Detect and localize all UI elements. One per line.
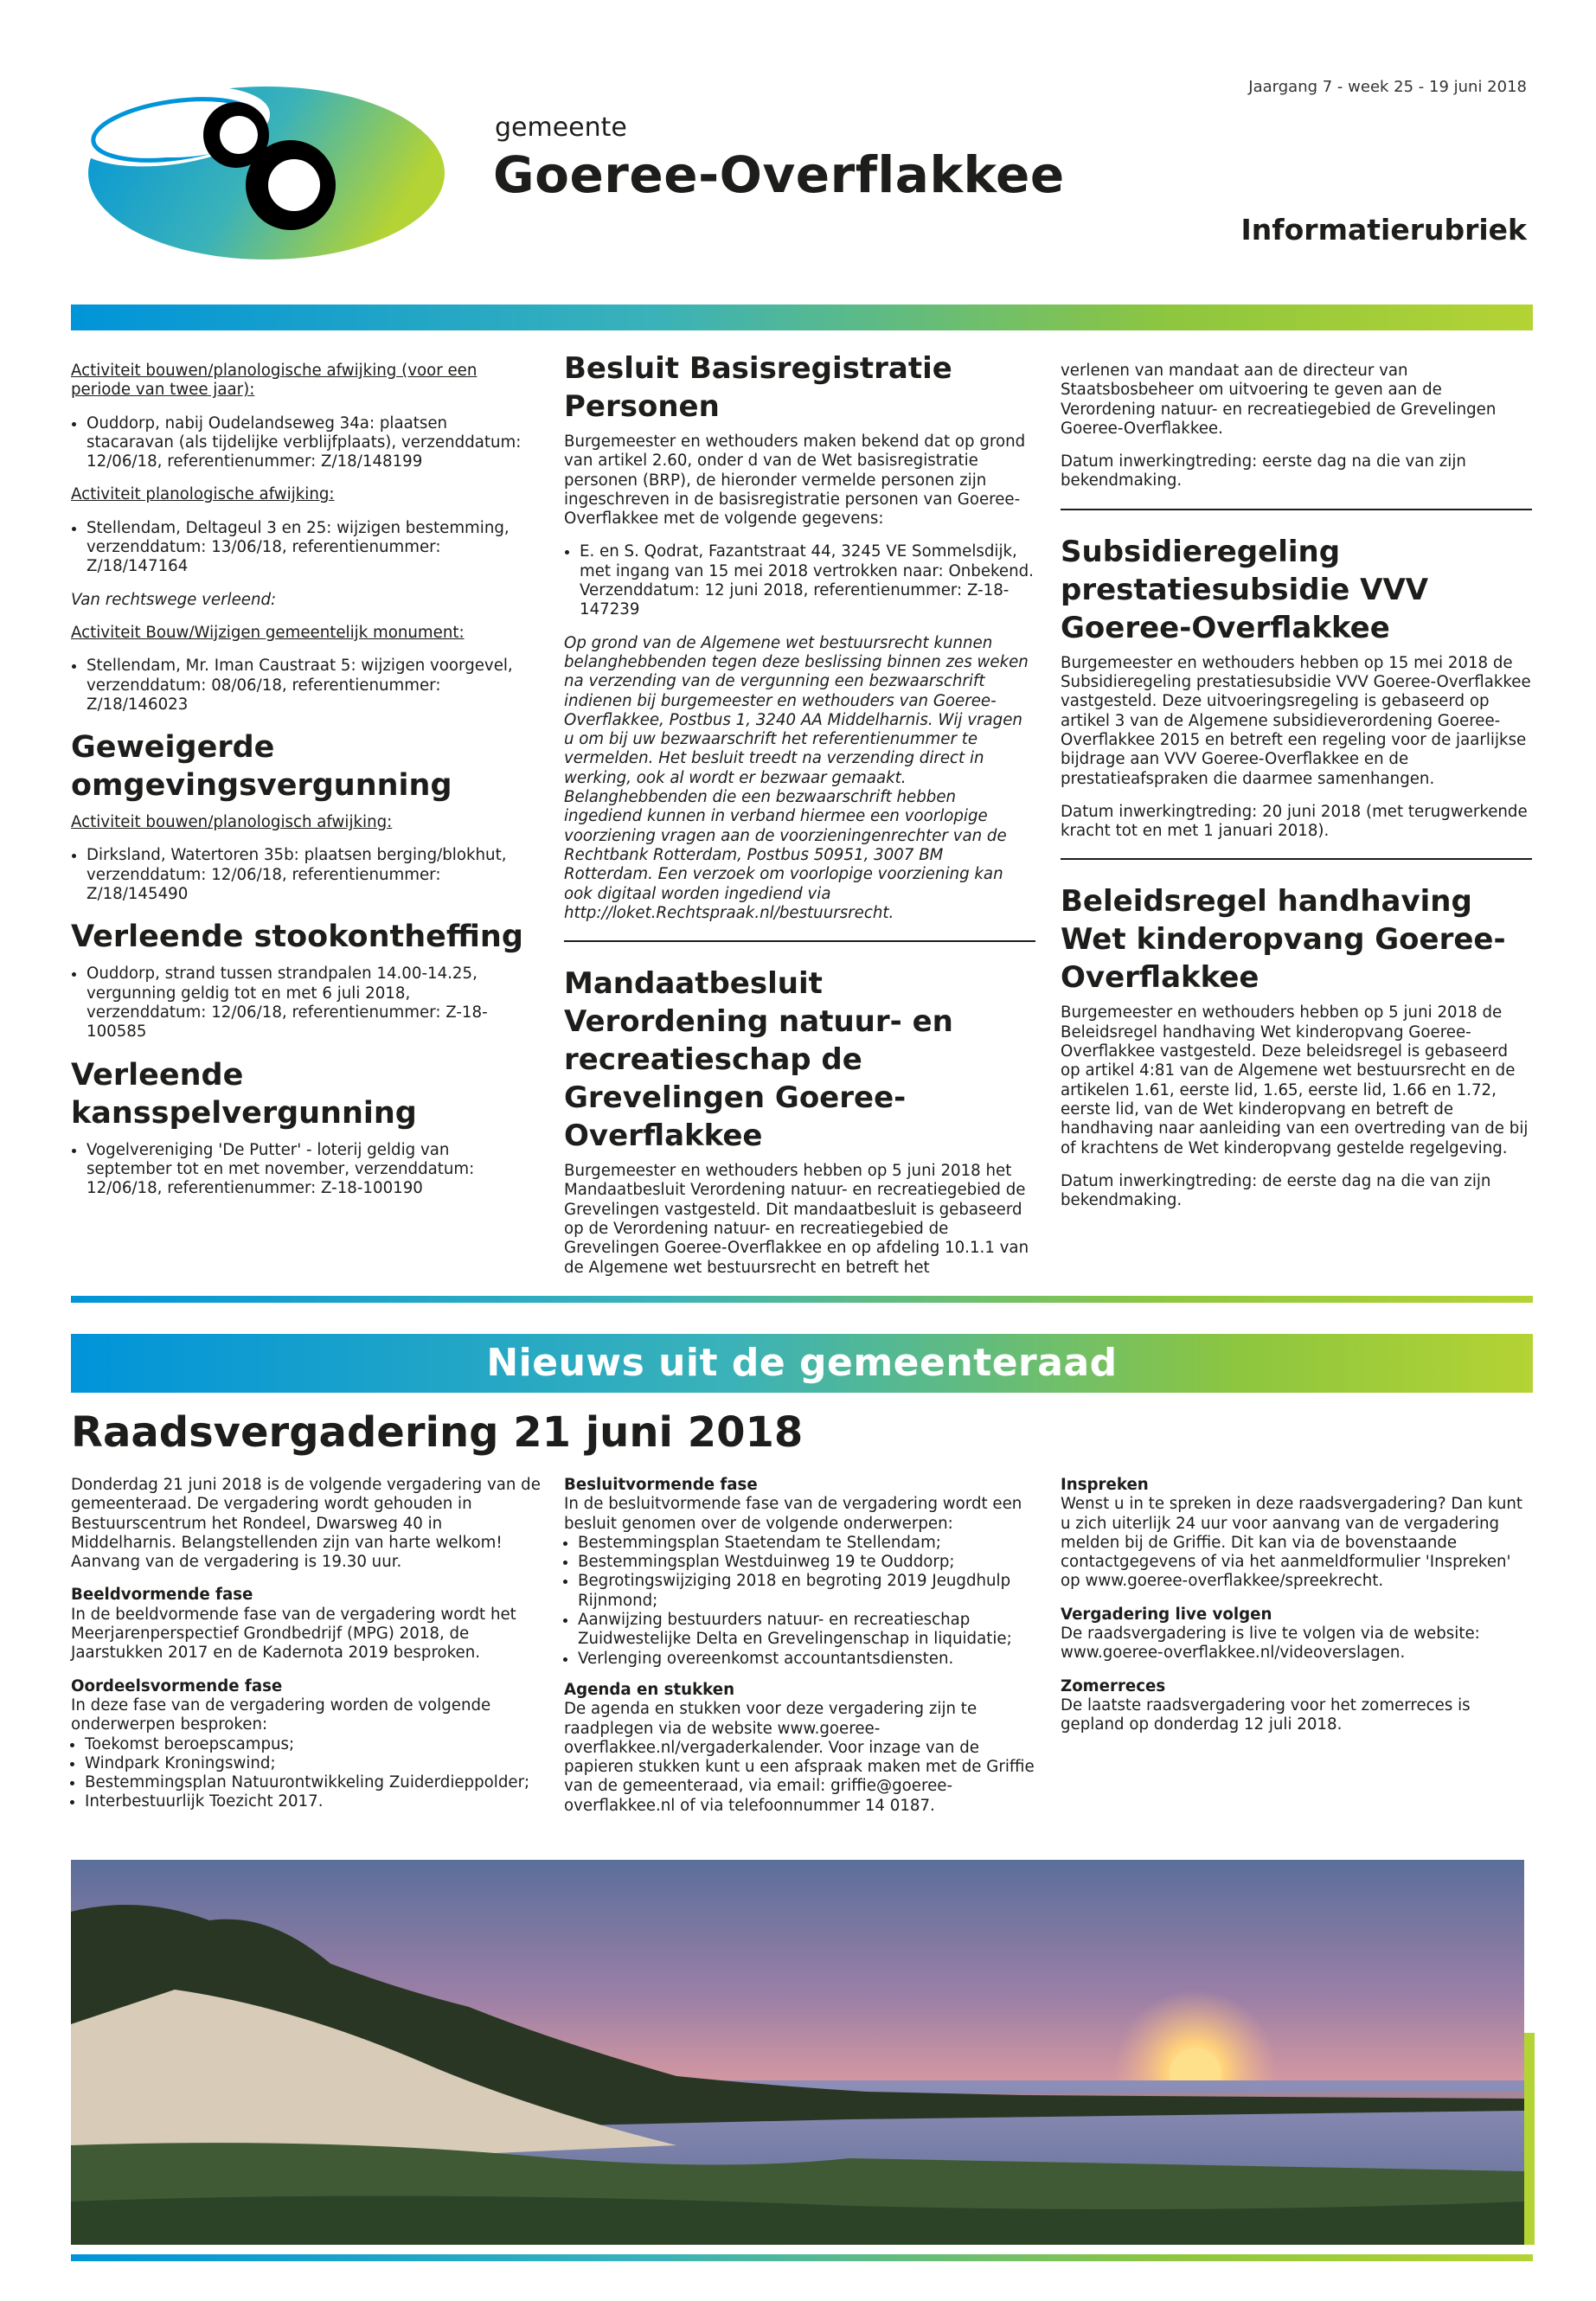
- subheading: Agenda en stukken: [564, 1680, 735, 1699]
- brand-prefix: gemeente: [495, 112, 627, 143]
- paragraph: Burgemeester en wethouders hebben op 5 juni 2018 het Mandaatbesluit Verordening natuur- en recreatiegebied de Grevelingen vastgesteld. Dit mandaatbesluit is gebaseerd op de Verordening natuur- en recreatiegebied de Grevelingen Goeree-Overflakkee en op afdeling 10.1.1 van de Algemene wet bestuursrecht en betreft het: [564, 1162, 1029, 1277]
- paragraph: Burgemeester en wethouders maken bekend dat op grond van artikel 2.60, onder d van de Wet basisregistratie personen (BRP), de hieronder vermelde personen zijn ingeschreven in de basisregistratie personen van Goeree-Overflakkee met de volgende gegevens:: [564, 433, 1026, 529]
- column-3: [1061, 362, 1532, 1224]
- news-column-2: [564, 1476, 1035, 1830]
- column-2: [564, 349, 1035, 1292]
- list-item: • Begrotingswijziging 2018 en begroting 2019 Jeugdhulp Rijnmond;: [578, 1572, 1035, 1611]
- paragraph: In de besluitvormende fase van de vergadering wordt een besluit genomen over de volgende onderwerpen:: [564, 1495, 1022, 1533]
- photo-accent: [1524, 2033, 1535, 2245]
- list-item: • Verlenging overeenkomst accountantsdiensten.: [578, 1650, 1035, 1669]
- news-banner: Nieuws uit de gemeenteraad: [71, 1334, 1533, 1393]
- brand-name: Goeree-Overflakkee: [493, 145, 1065, 204]
- subheading: Oordeelsvormende fase: [71, 1676, 283, 1695]
- paragraph: De laatste raadsvergadering voor het zomerreces is gepland op donderdag 12 juli 2018.: [1061, 1695, 1471, 1734]
- heading-geweigerd: Geweigerde omgevingsvergunning: [71, 730, 452, 804]
- note: Van rechtswege verleend:: [71, 590, 277, 609]
- list-item: • Ouddorp, nabij Oudelandseweg 34a: plaatsen stacaravan (als tijdelijke verblijfplaats), verzenddatum: 12/06/18, referentienummer: Z/18/148199: [87, 414, 529, 472]
- heading-besluit-brp: Besluit Basisregistratie Personen: [564, 351, 952, 424]
- news-column-1: [71, 1476, 542, 1824]
- list-item: • Stellendam, Deltageul 3 en 25: wijzigen bestemming, verzenddatum: 13/06/18, referentienummer: Z/18/147164: [87, 519, 529, 577]
- paragraph: In de beeldvormende fase van de vergadering wordt het Meerjarenperspectief Grondbedrijf (MPG) 2018, de Jaarstukken 2017 en de Kadernota 2019 besproken.: [71, 1605, 516, 1663]
- date-effective: Datum inwerkingtreding: eerste dag na die van zijn bekendmaking.: [1061, 452, 1466, 490]
- paragraph: In deze fase van de vergadering worden de volgende onderwerpen besproken:: [71, 1695, 491, 1734]
- heading-mandaatbesluit: Mandaatbesluit Verordening natuur- en recreatieschap de Grevelingen Goeree-Overflakkee: [564, 966, 953, 1154]
- list-item: • Windpark Kroningswind;: [85, 1754, 542, 1773]
- list-item: • Toekomst beroepscampus;: [85, 1735, 542, 1754]
- list-item: • Stellendam, Mr. Iman Caustraat 5: wijzigen voorgevel, verzenddatum: 08/06/18, referentienummer: Z/18/146023: [87, 657, 529, 715]
- date-effective: Datum inwerkingtreding: de eerste dag na die van zijn bekendmaking.: [1061, 1171, 1491, 1210]
- news-column-3: [1061, 1476, 1532, 1749]
- section-divider-bar: [71, 1296, 1533, 1303]
- subheading: Vergadering live volgen: [1061, 1605, 1272, 1624]
- activity-label: Activiteit bouwen/planologische afwijking (voor een periode van twee jaar):: [71, 362, 478, 400]
- section-title: Informatierubriek: [1240, 213, 1527, 247]
- header-divider: [71, 304, 1533, 330]
- activity-label: Activiteit planologische afwijking:: [71, 485, 335, 504]
- list-item: • Bestemmingsplan Staetendam te Stellendam;: [578, 1534, 1035, 1553]
- gemeente-logo: [67, 76, 448, 266]
- section-divider: [564, 940, 1035, 942]
- footer-divider: [71, 2254, 1533, 2261]
- legal-notice: Op grond van de Algemene wet bestuursrecht kunnen belanghebbenden tegen deze beslissing binnen zes weken na verzending van de vergunning een bezwaarschrift indienen bij burgemeester en wethouders van Goeree-Overflakkee, Postbus 1, 3240 AA Middelharnis. Wij vragen u om bij uw bezwaarschrift het referentienummer te vermelden. Het besluit treedt na verzending direct in werking, ook al wordt er bezwaar gemaakt. Belanghebbenden die een bezwaarschrift hebben ingediend kunnen in verband hiermee een voorlopige voorziening vragen aan de voorzieningenrechter van de Rechtbank Rotterdam, Postbus 50951, 3007 BM Rotterdam. Een verzoek om voorlopige voorziening kan ook digitaal worden ingediend via http://loket.Rechtspraak.nl/bestuursrecht.: [564, 633, 1029, 922]
- heading-kansspel: Verleende kansspelvergunning: [71, 1057, 417, 1131]
- heading-beleidsregel: Beleidsregel handhaving Wet kinderopvang Goeree-Overflakkee: [1061, 884, 1506, 996]
- paragraph: De agenda en stukken voor deze vergadering zijn te raadplegen via de website www.goeree-overflakkee.nl/vergaderkalender. Voor inzage van de papieren stukken kunt u een afspraak maken met de Griffie van de gemeenteraad, via email: griffie@goeree-overflakkee.nl of via telefoonnummer 14 0187.: [564, 1700, 1035, 1815]
- list-item: • Bestemmingsplan Westduinweg 19 te Ouddorp;: [578, 1553, 1035, 1572]
- column-1: [71, 362, 529, 1212]
- subheading: Besluitvormende fase: [564, 1476, 758, 1494]
- heading-stookontheffing: Verleende stookontheffing: [71, 920, 523, 955]
- list-item: • Vogelvereniging 'De Putter' - loterij geldig van september tot en met november, verzenddatum: 12/06/18, referentienummer: Z-18-100190: [87, 1141, 529, 1199]
- list-item: • Interbestuurlijk Toezicht 2017.: [85, 1792, 542, 1811]
- activity-label: Activiteit bouwen/planologisch afwijking:: [71, 813, 393, 832]
- issue-info: Jaargang 7 - week 25 - 19 juni 2018: [1248, 78, 1527, 96]
- section-divider: [1061, 858, 1532, 860]
- date-effective: Datum inwerkingtreding: 20 juni 2018 (met terugwerkende kracht tot en met 1 januari 2018).: [1061, 802, 1528, 841]
- paragraph: Wenst u in te spreken in deze raadsvergadering? Dan kunt u zich uiterlijk 24 uur voor aanvang van de vergadering melden bij de Griffie. Dit kan via de bovenstaande contactgegevens of via het aanmeldformulier 'Inspreken' op www.goeree-overflakkee/spreekrecht.: [1061, 1495, 1523, 1591]
- subheading: Beeldvormende fase: [71, 1586, 253, 1605]
- news-title: Raadsvergadering 21 juni 2018: [71, 1408, 804, 1457]
- section-divider: [1061, 509, 1532, 510]
- paragraph: Burgemeester en wethouders hebben op 5 juni 2018 de Beleidsregel handhaving Wet kinderopvang Goeree-Overflakkee vastgesteld. Deze beleidsregel is gebaseerd op artikel 4:81 van de Algemene wet bestuursrecht en de artikelen 1.61, eerste lid, 1.65, eerste lid, 1.66 en 1.72, eerste lid, van de Wet kinderopvang en betreft de handhaving naar aanleiding van een overtreding van de bij of krachtens de Wet kinderopvang gestelde regelgeving.: [1061, 1003, 1529, 1157]
- activity-label: Activiteit Bouw/Wijzigen gemeentelijk monument:: [71, 623, 465, 642]
- heading-subsidieregeling: Subsidieregeling prestatiesubsidie VVV Goeree-Overflakkee: [1061, 534, 1429, 645]
- paragraph: Burgemeester en wethouders hebben op 15 mei 2018 de Subsidieregeling prestatiesubsidie VVV Goeree-Overflakkee vastgesteld. Deze uitvoeringsregeling is gebaseerd op artikel 3 van de Algemene subsidieverordening Goeree-Overflakkee 2015 en betreft een regeling voor de jaarlijkse bijdrage aan VVV Goeree-Overflakkee en de prestatieafspraken die daarmee samenhangen.: [1061, 653, 1531, 788]
- list-item: • Ouddorp, strand tussen strandpalen 14.00-14.25, vergunning geldig tot en met 6 juli 2018, verzenddatum: 12/06/18, referentienummer: Z-18-100585: [87, 965, 529, 1042]
- list-item: • Bestemmingsplan Natuurontwikkeling Zuiderdieppolder;: [85, 1773, 542, 1792]
- paragraph: Donderdag 21 juni 2018 is de volgende vergadering van de gemeenteraad. De vergadering wordt gehouden in Bestuurscentrum het Rondeel, Dwarsweg 40 in Middelharnis. Belangstellenden zijn van harte welkom! Aanvang van de vergadering is 19.30 uur.: [71, 1476, 541, 1572]
- list-item: • Aanwijzing bestuurders natuur- en recreatieschap Zuidwestelijke Delta en Grevelingenschap in liquidatie;: [578, 1611, 1035, 1650]
- subheading: Inspreken: [1061, 1476, 1149, 1494]
- paragraph: De raadsvergadering is live te volgen via de website: www.goeree-overflakkee.nl/videoverslagen.: [1061, 1625, 1480, 1663]
- list-item: • Dirksland, Watertoren 35b: plaatsen berging/blokhut, verzenddatum: 12/06/18, referentienummer: Z/18/145490: [87, 846, 529, 904]
- subheading: Zomerreces: [1061, 1676, 1166, 1695]
- paragraph: verlenen van mandaat aan de directeur van Staatsbosbeheer om uitvoering te geven aan de Verordening natuur- en recreatiegebied de Grevelingen Goeree-Overflakkee.: [1061, 362, 1497, 438]
- list-item: • E. en S. Qodrat, Fazantstraat 44, 3245 VE Sommelsdijk, met ingang van 15 mei 2018 vertrokken naar: Onbekend. Verzenddatum: 12 juni 2018, referentienummer: Z-18-147239: [580, 542, 1035, 619]
- sunset-landscape-photo: [71, 1860, 1524, 2245]
